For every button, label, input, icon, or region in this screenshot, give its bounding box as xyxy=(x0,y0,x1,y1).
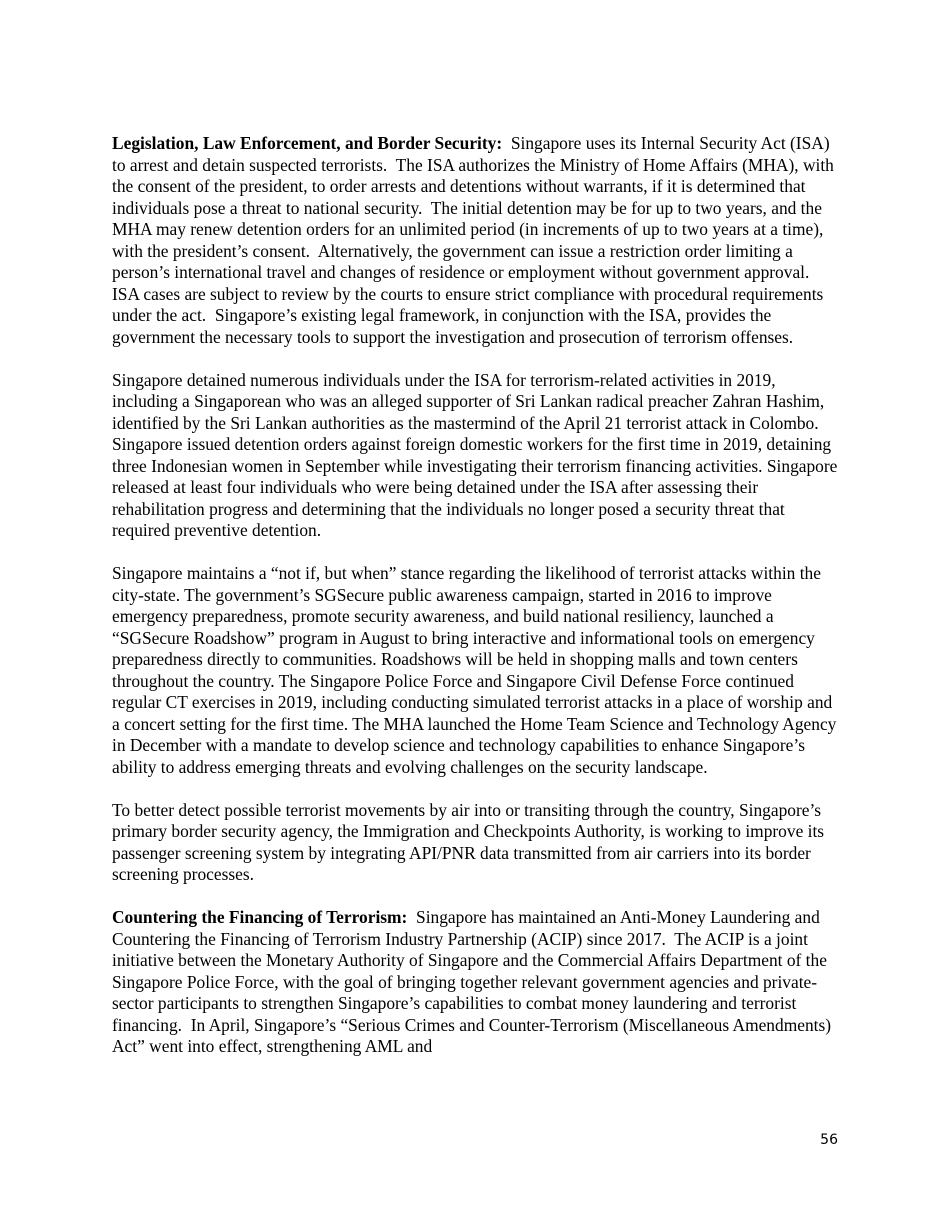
paragraph-text: To better detect possible terrorist movements by air into or transiting through the country, Singapore’s primary border security agency, the Immigration and Checkpoints Authority, is working to improve its passenger screening system by integrating API/PNR data transmitted from air carriers into its border screening processes. xyxy=(112,799,825,884)
page-number: 56 xyxy=(820,1132,838,1148)
paragraph-detentions xyxy=(112,370,840,542)
paragraph-text: Singapore uses its Internal Security Act (ISA) to arrest and detain suspected terrorists. The ISA authorizes the Ministry of Home Affairs (MHA), with the consent of the president, to order arrests and detentions without warrants, if it is determined that individuals pose a threat to national security. The initial detention may be for up to two years, and the MHA may renew detention orders for an unlimited period (in increments of up to two years at a time), with the president’s consent. Alternatively, the government can issue a restriction order limiting a person’s international travel and changes of residence or employment without government approval. ISA cases are subject to review by the courts to ensure strict compliance with procedural requirements under the act. Singapore’s existing legal framework, in conjunction with the ISA, provides the government the necessary tools to support the investigation and prosecution of terrorism offenses. xyxy=(112,133,839,347)
document-body xyxy=(112,133,840,1079)
paragraph-financing xyxy=(112,907,840,1058)
paragraph-sgsecure xyxy=(112,563,840,778)
paragraph-border-screening xyxy=(112,800,840,886)
paragraph-text: Singapore maintains a “not if, but when” stance regarding the likelihood of terrorist attacks within the city-state. The government’s SGSecure public awareness campaign, started in 2016 to improve emergency preparedness, promote security awareness, and build national resiliency, launched a “SGSecure Roadshow” program in August to bring interactive and informational tools on emergency preparedness directly to communities. Roadshows will be held in shopping malls and town centers throughout the country. The Singapore Police Force and Singapore Civil Defense Force continued regular CT exercises in 2019, including conducting simulated terrorist attacks in a place of worship and a concert setting for the first time. The MHA launched the Home Team Science and Technology Agency in December with a mandate to develop science and technology capabilities to enhance Singapore’s ability to address emerging threats and evolving challenges on the security landscape. xyxy=(112,563,837,777)
paragraph-text: Singapore has maintained an Anti-Money Laundering and Countering the Financing of Terrorism Industry Partnership (ACIP) since 2017. The ACIP is a joint initiative between the Monetary Authority of Singapore and the Commercial Affairs Department of the Singapore Police Force, with the goal of bringing together relevant government agencies and private-sector participants to strengthen Singapore’s capabilities to combat money laundering and terrorist financing. In April, Singapore’s “Serious Crimes and Counter-Terrorism (Miscellaneous Amendments) Act” went into effect, strengthening AML and xyxy=(112,907,835,1056)
paragraph-text: Singapore detained numerous individuals under the ISA for terrorism-related activities in 2019, including a Singaporean who was an alleged supporter of Sri Lankan radical preacher Zahran Hashim, identified by the Sri Lankan authorities as the mastermind of the April 21 terrorist attack in Colombo. Singapore issued detention orders against foreign domestic workers for the first time in 2019, detaining three Indonesian women in September while investigating their terrorism financing activities. Singapore released at least four individuals who were being detained under the ISA after assessing their rehabilitation progress and determining that the individuals no longer posed a security threat that required preventive detention. xyxy=(112,369,838,540)
paragraph-legislation xyxy=(112,133,840,348)
section-heading-financing: Countering the Financing of Terrorism: xyxy=(112,907,408,927)
section-heading-legislation: Legislation, Law Enforcement, and Border Security: xyxy=(112,133,503,153)
